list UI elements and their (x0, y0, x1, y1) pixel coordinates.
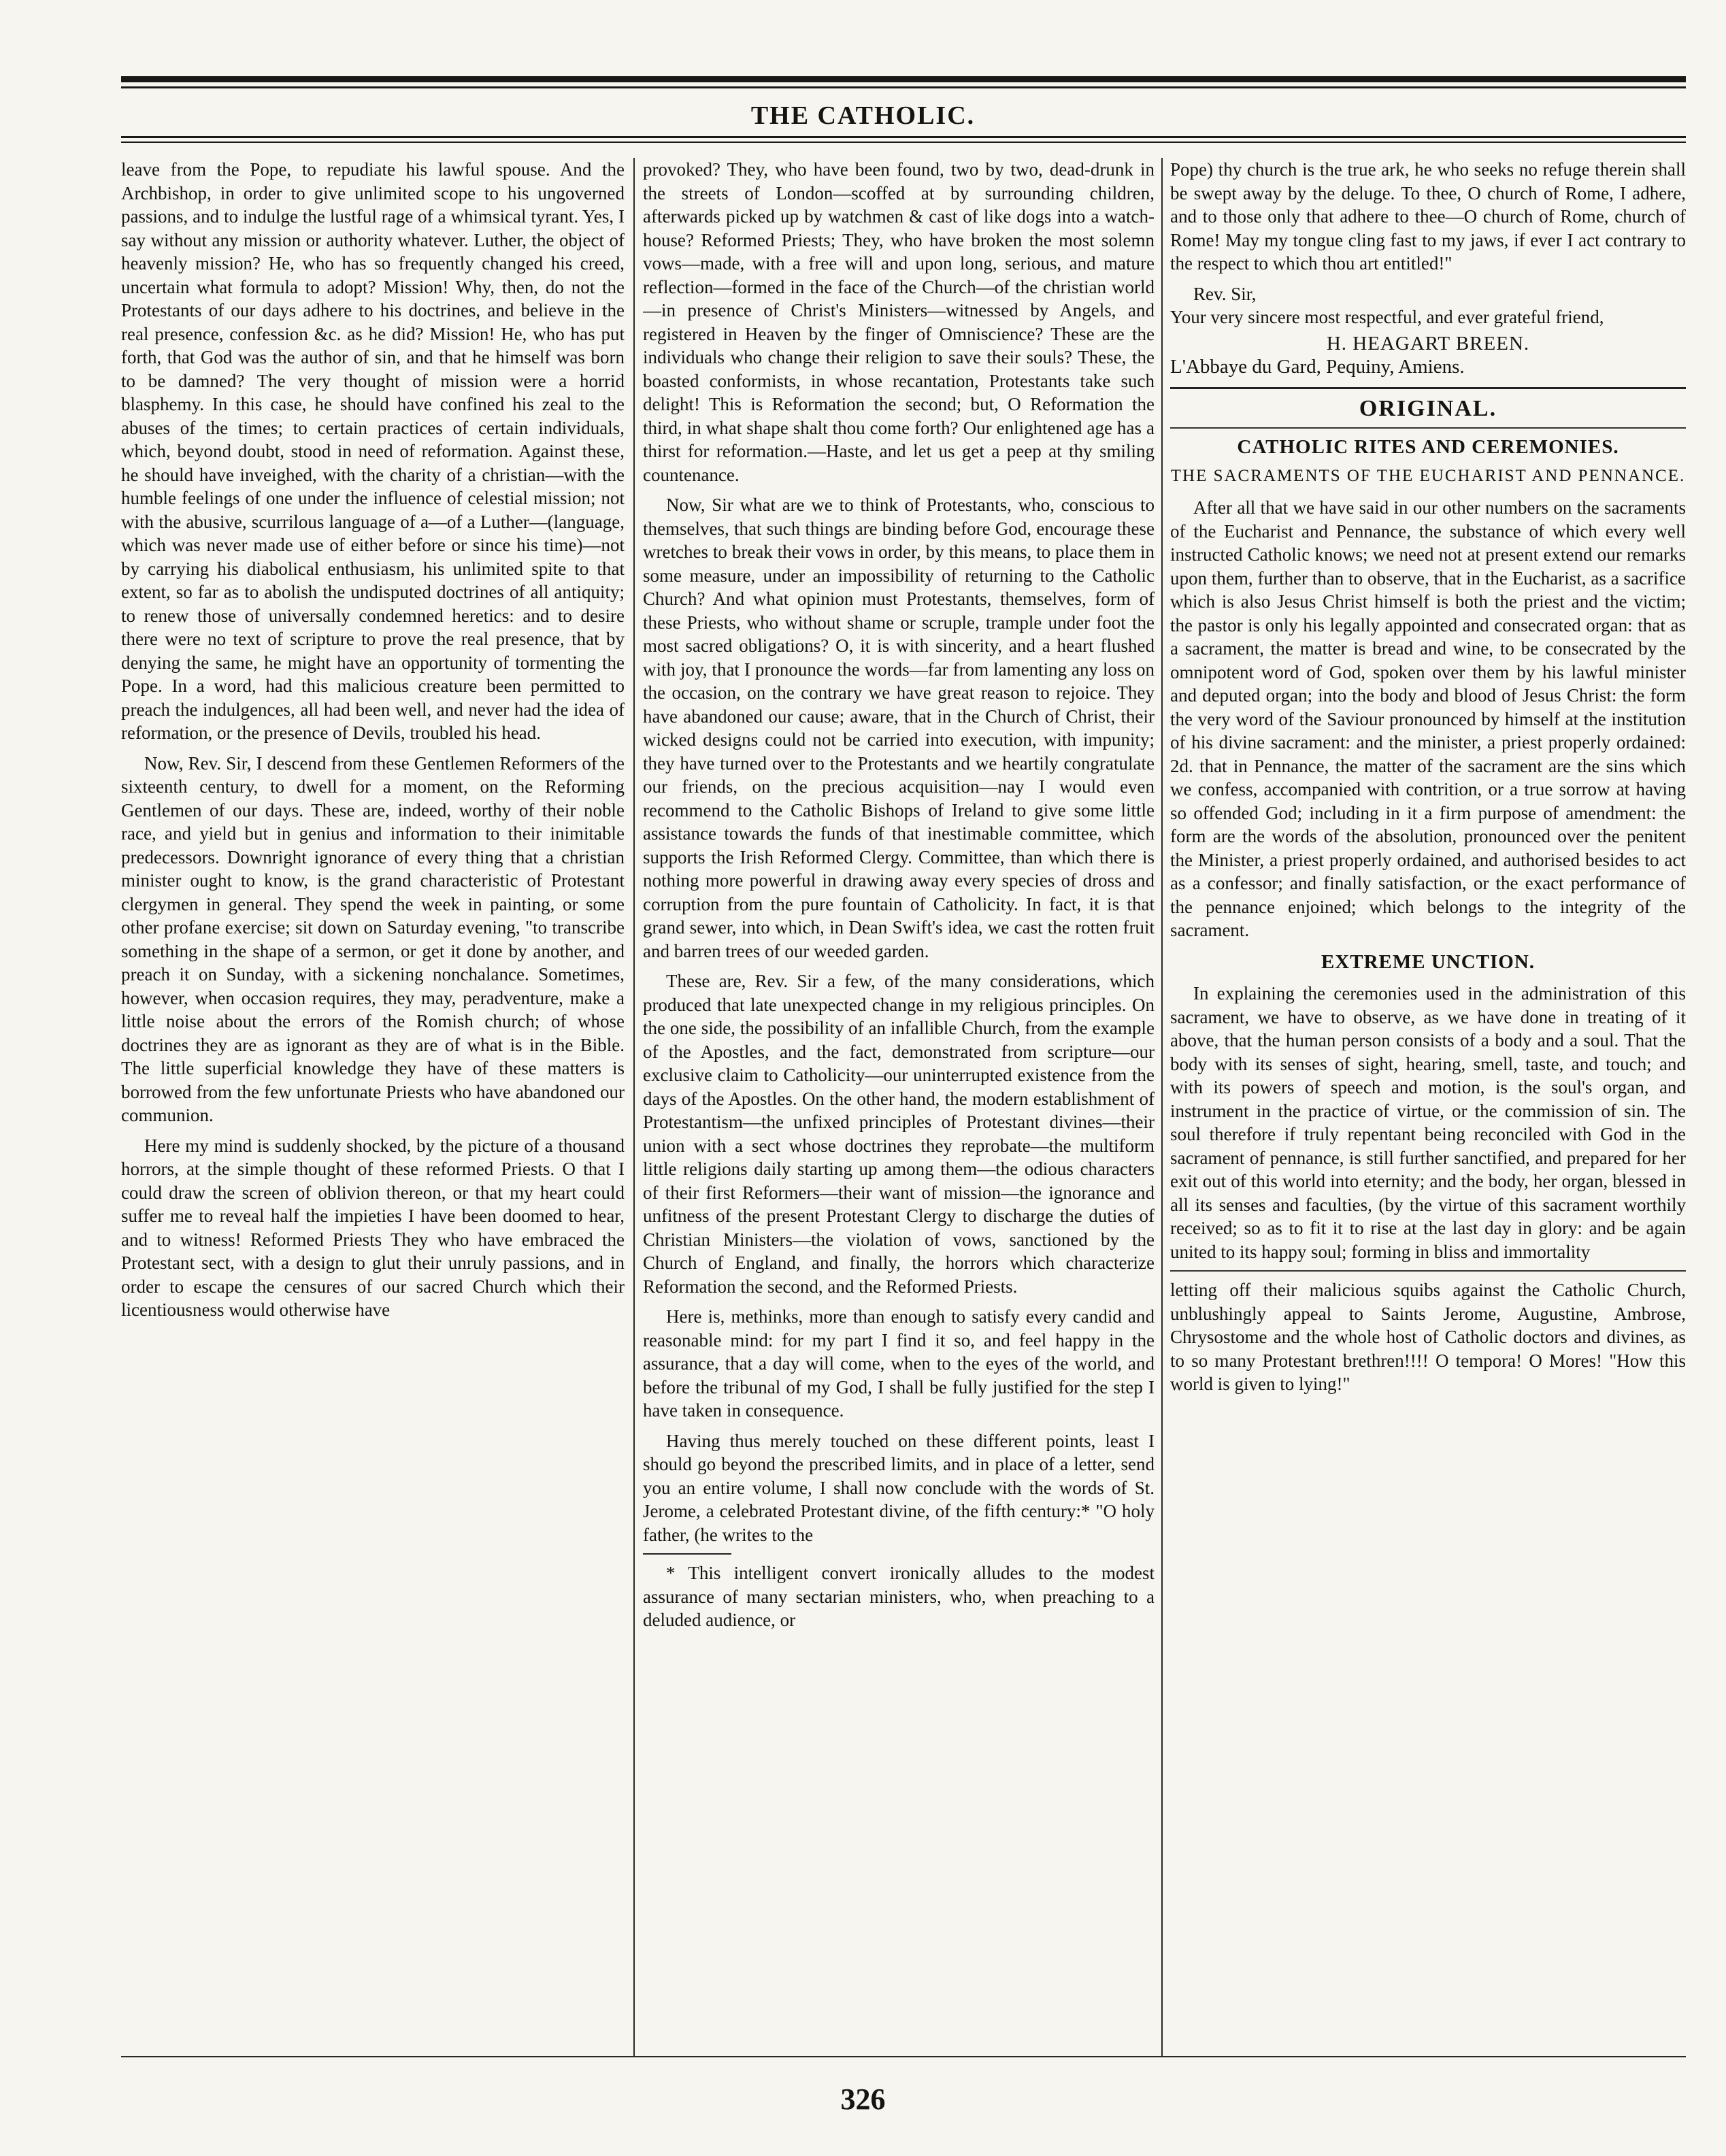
col1-paragraph-2: Now, Rev. Sir, I descend from these Gentlemen Reformers of the sixteenth century, to dwell for a moment, on the Reforming Gentlemen of our days. These are, indeed, worthy of their noble race, and yield but in genius and information to their inimitable predecessors. Downright ignorance of every thing that a christian minister ought to know, is the grand characteristic of Protestant clergymen in general. They spend the week in painting, or some other profane exercise; sit down on Saturday evening, "to transcribe something in the shape of a sermon, or get it done by another, and preach it on Sunday, with a sickening nonchalance. Sometimes, however, when occasion requires, they may, peradventure, make a little noise about the errors of the Romish church; of whose doctrines they are as ignorant as they are of what is in the Bible. The little superficial knowledge they have of these matters is borrowed from the few unfortunate Priests who have abandoned our communion. (121, 752, 625, 1125)
col1-paragraph-1: leave from the Pope, to repudiate his lawful spouse. And the Archbishop, in order to give unlimited scope to his ungoverned passions, and to indulge the lustful rage of a whimsical tyrant. Yes, I say without any mission or authority whatever. Luther, the object of heavenly mission? He, who has so frequently changed his creed, uncertain what formula to adopt? Mission! Why, then, do not the Protestants of our days adhere to his doctrines, and believe in the real presence, confession &c. as he did? Mission! He, who has put forth, that God was the author of sin, and that he himself was born to be damned? The very thought of mission were a horrid blasphemy. In this case, he should have confined his zeal to the abuses of the times; to certain practices of certain individuals, which, beyond doubt, stood in need of reformation. Against these, he should have inveighed, with the charity of a christian—with the humble feelings of one under the influence of celestial mission; not with the abusive, scurrilous language of a—of a Luther—(language, which was never made use of either before or since his time)—not by carrying his diabolical enthusiasm, his unlimited spite to that extent, so far as to abolish the undisputed doctrines of all antiquity; to renew those of universally condemned heretics: and to desire there were no text of scripture to prove the real presence, that by denying the same, he might have an opportunity of tormenting the Pope. In a word, had this malicious creature been permitted to preach the indulgences, all had been well, and never had the idea of reformation, or the presence of Devils, troubled his head. (121, 159, 625, 743)
letter-closing: Your very sincere most respectful, and ever grateful friend, (1170, 307, 1604, 327)
column-3 (1170, 158, 1686, 2042)
section-title: ORIGINAL. (1359, 395, 1497, 421)
col3-paragraph-2: After all that we have said in our other numbers on the sacraments of the Eucharist and Pennance, the substance of which every well instructed Catholic knows; we need not at present extend our remarks upon them, further than to observe, that in the Eucharist, as a sacrifice which is also Jesus Christ himself is both the priest and the victim; the pastor is only his legally appointed and consecrated organ: that as a sacrament, the matter is bread and wine, to be consecrated by the omnipotent word of God, spoken over them by his lawful minister and deputed organ; into the body and blood of Jesus Christ: the form the very word of the Saviour pronounced by himself at the institution of his divine sacrament: and the minister, a priest properly ordained: 2d. that in Pennance, the matter of the sacrament are the sins which we confess, accompanied with contrition, or a true sorrow at having so offended God; including in it a firm purpose of amendment: the form are the words of the absolution, pronounced over the penitent the Minister, a priest properly ordained, and authorised besides to act as a confessor; and finally satisfaction, or the exact performance of the pennance enjoined; which belongs to the integrity of the sacrament. (1170, 497, 1686, 940)
col2-paragraph-4: Here is, methinks, more than enough to satisfy every candid and reasonable mind: for my part I find it so, and feel happy in the assurance, that a day will come, when to the eyes of the world, and before the tribunal of my God, I shall be fully justified for the step I have taken in consequence. (643, 1306, 1155, 1421)
footnote-continuation: letting off their malicious squibs against the Catholic Church, unblushingly appeal to Saints Jerome, Augustine, Ambrose, Chrysostome and the whole host of Catholic doctors and divines, as to so many Protestant brethren!!!! O tempora! O Mores! "How this world is given to lying!" (1170, 1280, 1686, 1394)
column-1 (121, 158, 625, 2042)
footnote: * This intelligent convert ironically alludes to the modest assurance of many sectarian ministers, who, when preaching to a deluded audience, or (643, 1563, 1155, 1630)
footnote-continuation-rule (1170, 1270, 1686, 1272)
column-divider-1 (633, 158, 635, 2056)
col1-paragraph-3: Here my mind is suddenly shocked, by the picture of a thousand horrors, at the simple thought of these reformed Priests. O that I could draw the screen of oblivion thereon, or that my heart could suffer me to reveal half the impieties I have been doomed to hear, and to witness! Reformed Priests They who have embraced the Protestant sect, with a design to glut their unruly passions, and in order to escape the censures of our sacred Church which their licentiousness would otherwise have (121, 1135, 625, 1320)
page-number: 326 (840, 2083, 886, 2116)
subheading-extreme-unction: EXTREME UNCTION. (1321, 950, 1536, 973)
col3-paragraph-1: Pope) thy church is the true ark, he who seeks no refuge therein shall be swept away by the deluge. To thee, O church of Rome, I adhere, and to those only that adhere to thee—O church of Rome, church of Rome! May my tongue cling fast to my jaws, if ever I act contrary to the respect to which thou art entitled!" (1170, 159, 1686, 273)
article-title: CATHOLIC RITES AND CEREMONIES. (1237, 436, 1619, 458)
col2-paragraph-5: Having thus merely touched on these different points, least I should go beyond the prescribed limits, and in place of a letter, send you an entire volume, I shall now conclude with the words of St. Jerome, a celebrated Protestant divine, of the fifth century:* "O holy father, (he writes to the (643, 1430, 1155, 1545)
section-rule (1170, 387, 1686, 389)
col3-paragraph-3: In explaining the ceremonies used in the administration of this sacrament, we have to observe, as we have done in treating of it above, that the human person consists of a body and a soul. That the body with its senses of sight, hearing, smell, taste, and touch; and with its powers of speech and motion, is the soul's organ, and instrument in the practice of virtue, or the commission of sin. The soul therefore if truly repentant being reconciled with God in the sacrament of pennance, is still further sanctified, and prepared for her exit out of this world into eternity; and the body, her organ, blessed in all its senses and faculties, (by the virtue of this sacrament worthily received; so as to fit it to rise at the last day in glory: and be again united to its happy soul; forming in bliss and immortality (1170, 983, 1686, 1262)
header-rule-thick (121, 76, 1686, 82)
running-head-rule-2 (121, 142, 1686, 143)
signature: H. HEAGART BREEN. (1326, 332, 1530, 354)
col2-paragraph-1: provoked? They, who have been found, two by two, dead-drunk in the streets of London—scoffed at by surrounding children, afterwards picked up by watchmen & cast of like dogs into a watch-house? Reformed Priests; They, who have broken the most solemn vows—made, with a free will and upon long, serious, and mature reflection—formed in the face of the Church—of the christian world—in presence of Christ's Ministers—witnessed by Angels, and registered in Heaven by the finger of Omniscience? These are the individuals who change their religion to save their souls? These, the boasted conformists, in whose recantation, Protestants take such delight! This is Reformation the second; but, O Reformation the third, in what shape shalt thou come forth? Our enlightened age has a thirst for reformation.—Haste, and let us get a peep at thy smiling countenance. (643, 159, 1155, 485)
salutation: Rev. Sir, (1193, 283, 1257, 304)
col2-paragraph-3: These are, Rev. Sir a few, of the many considerations, which produced that late unexpected change in my religious principles. On the one side, the possibility of an infallible Church, from the example of the Apostles, and the fact, demonstrated from scripture—our exclusive claim to Catholicity—our uninterrupted existence from the days of the Apostles. On the other hand, the modern establishment of Protestantism—the unfixed principles of Protestant divines—their union with a sect whose doctrines they reprobate—the multiform little religions daily starting up among them—the odious characters of their first Reformers—their want of mission—the ignorance and unfitness of the present Protestant Clergy to discharge the duties of Christian Ministers—the violation of vows, sanctioned by the Church of England, and finally, the horrors which characterize Reformation the second, and the Reformed Priests. (643, 971, 1155, 1297)
running-head: THE CATHOLIC. (750, 101, 976, 130)
col2-paragraph-2: Now, Sir what are we to think of Protestants, who, conscious to themselves, that such things are binding before God, encourage these wretches to break their vows in order, by this means, to place them in some measure, under an impossibility of returning to the Catholic Church? And what opinion must Protestants, themselves, form of these Priests, who without shame or scruple, trample under foot the most sacred obligations? O, it is with sincerity, and a heart flushed with joy, that I pronounce the words—far from lamenting any loss on the occasion, on the contrary we have great reason to rejoice. They have abandoned our cause; aware, that in the Church of Christ, their wicked designs could not be carried into execution, with impunity; they have turned over to the Protestants and we heartily congratulate our friends, on the precious acquisition—nay I would even recommend to the Catholic Bishops of Ireland to give some little assistance towards the funds of that inestimable committee, which supports the Irish Reformed Clergy. Committee, than which there is nothing more powerful in drawing away every species of dross and corruption from the pure fountain of Catholicity. In fact, it is that grand sewer, into which, in Dean Swift's idea, we cast the rotten fruit and barren trees of our weeded garden. (643, 495, 1155, 961)
running-head-rule (121, 136, 1686, 138)
column-2 (643, 158, 1155, 2042)
signature-address: L'Abbaye du Gard, Pequiny, Amiens. (1170, 356, 1465, 378)
bottom-rule (121, 2056, 1686, 2057)
column-divider-2 (1161, 158, 1163, 2056)
footnote-rule (643, 1553, 731, 1555)
header-rule-thin (121, 86, 1686, 88)
section-title-rule (1170, 427, 1686, 429)
article-subtitle: THE SACRAMENTS OF THE EUCHARIST AND PENNANCE. (1170, 466, 1686, 485)
